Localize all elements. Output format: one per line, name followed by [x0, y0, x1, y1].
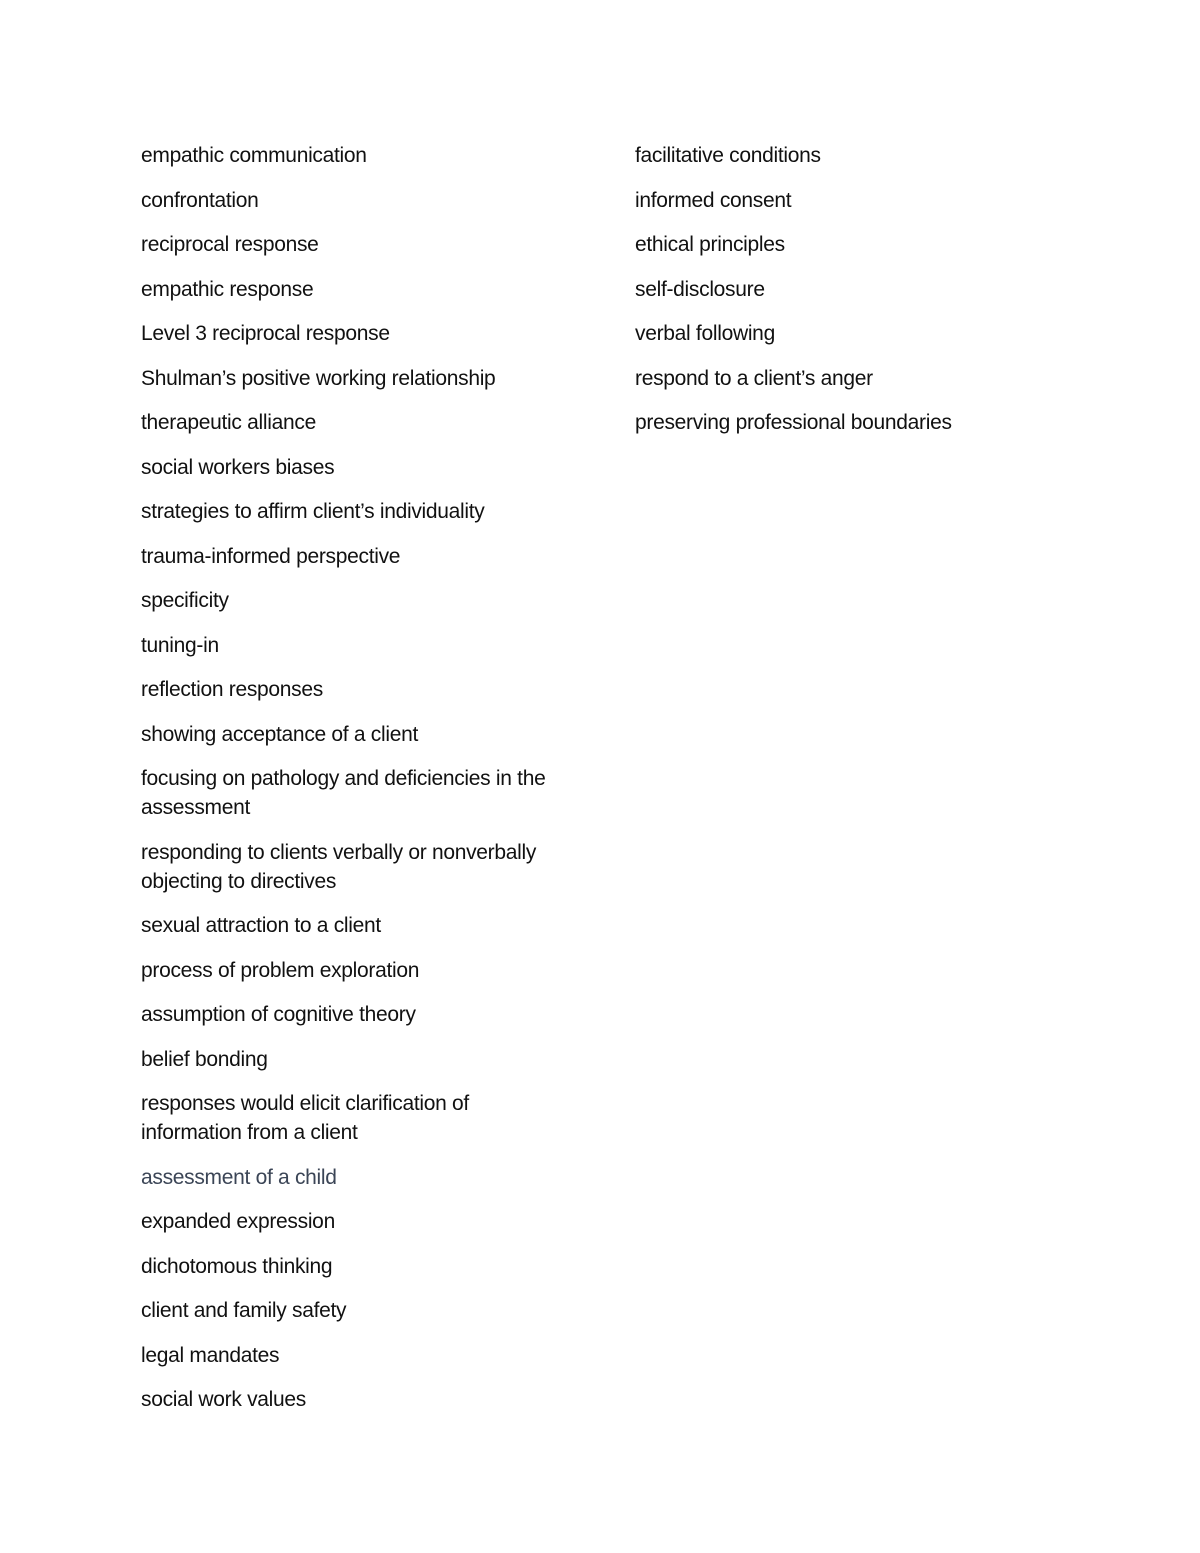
list-item: empathic communication — [141, 144, 367, 167]
list-item: informed consent — [635, 188, 792, 212]
list-item: specificity — [141, 589, 229, 612]
list-item: responding to clients verbally or nonverbally objecting to directives — [141, 840, 537, 893]
list-item: showing acceptance of a client — [141, 722, 419, 746]
list-item: responses would elicit clarification of information from a client — [141, 1092, 469, 1144]
list-item: belief bonding — [141, 1047, 268, 1071]
list-item: strategies to affirm client’s individuality — [141, 500, 485, 523]
list-item: expanded expression — [141, 1210, 335, 1233]
list-item: Shulman’s positive working relationship — [141, 366, 496, 390]
list-item: empathic response — [141, 277, 314, 301]
list-item: verbal following — [635, 322, 775, 345]
list-item: ethical principles — [635, 233, 785, 256]
list-item: assumption of cognitive theory — [141, 1003, 416, 1026]
list-item: respond to a client’s anger — [635, 366, 873, 390]
list-item: confrontation — [141, 188, 259, 212]
list-item: reflection responses — [141, 678, 323, 701]
list-item: Level 3 reciprocal response — [141, 322, 390, 345]
term-list-right — [635, 141, 1055, 453]
list-item: facilitative conditions — [635, 144, 821, 167]
list-item: preserving professional boundaries — [635, 411, 952, 434]
list-item: trauma-informed perspective — [141, 544, 401, 568]
list-item: sexual attraction to a client — [141, 914, 381, 937]
list-item: therapeutic alliance — [141, 411, 316, 434]
list-item: social workers biases — [141, 455, 335, 479]
list-item: self-disclosure — [635, 277, 765, 301]
list-item: dichotomous thinking — [141, 1254, 333, 1278]
list-item: client and family safety — [141, 1299, 347, 1322]
list-item: social work values — [141, 1388, 306, 1411]
list-item: tuning-in — [141, 633, 219, 657]
list-item: process of problem exploration — [141, 958, 420, 982]
list-item: legal mandates — [141, 1343, 280, 1367]
list-item: assessment of a child — [141, 1165, 337, 1189]
term-list-left — [141, 141, 561, 1430]
list-item: focusing on pathology and deficiencies in the assessment — [141, 767, 546, 819]
list-item: reciprocal response — [141, 233, 319, 256]
